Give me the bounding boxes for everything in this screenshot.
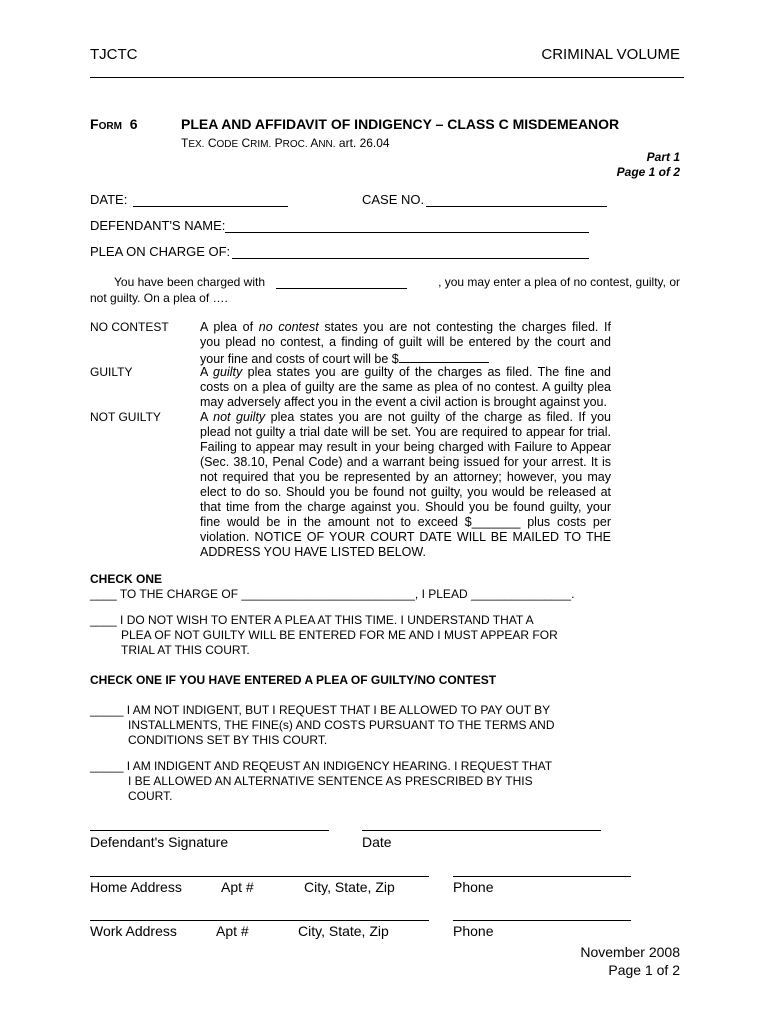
not-guilty-description: A not guilty plea states you are not guilty of the charge as filed. If you plead not guilty a trial date will be set. You are required to appear for trial. Failing to appear may result in your being charged with Failure to Appear (Sec. 38.10, Penal Code) and a warrant being issued for your arrest. It is not required that you be represented by an attorney; however, you may elect to do so. Should you be found not guilty, you would be released at that time from the charge against you. Should you be found guilty, your fine would be in the amount not to exceed $_______ plus costs per violation. NOTICE OF YOUR COURT DATE WILL BE MAILED TO THE ADDRESS YOU HAVE LISTED BELOW. [200, 410, 612, 559]
check-one-heading: CHECK ONE [90, 572, 163, 586]
defendant-name-field[interactable] [225, 232, 589, 233]
charge-field[interactable] [276, 288, 407, 289]
check-one-option-no-plea[interactable]: ____ I DO NOT WISH TO ENTER A PLEA AT THIS TIME. I UNDERSTAND THAT A PLEA OF NOT GUILTY WILL BE ENTERED FOR ME AND I MUST APPEAR FOR TRIAL AT THIS COURT. [90, 613, 558, 657]
case-no-field[interactable] [426, 206, 607, 207]
check-indigent-option[interactable]: _____ I AM INDIGENT AND REQEUST AN INDIGENCY HEARING. I REQUEST THAT I BE ALLOWED AN ALTERNATIVE SENTENCE AS PRESCRIBED BY THIS COURT. [90, 759, 553, 803]
work-city-label: City, State, Zip [298, 923, 389, 939]
guilty-label: GUILTY [90, 365, 133, 379]
part-label: Part 1 [646, 150, 680, 164]
work-phone-label: Phone [453, 923, 494, 939]
case-no-label: CASE NO. [362, 192, 425, 207]
form-number: FORM 6 [90, 116, 138, 132]
signature-date-label: Date [362, 834, 392, 850]
date-field[interactable] [133, 206, 288, 207]
work-address-line[interactable] [90, 920, 429, 921]
home-phone-line[interactable] [453, 876, 631, 877]
home-phone-label: Phone [453, 879, 494, 895]
no-contest-label: NO CONTEST [90, 320, 169, 334]
footer-date: November 2008 [580, 944, 680, 960]
intro-text-2: , you may enter a plea of no contest, guilty, or [438, 275, 680, 289]
footer-page: Page 1 of 2 [608, 962, 680, 978]
date-label: DATE: [90, 192, 128, 207]
no-contest-description: A plea of no contest states you are not contesting the charges filed. If you plead no contest, a finding of guilt will be entered by the court and your fine and costs of court will be $ [200, 320, 612, 366]
page-label: Page 1 of 2 [616, 165, 680, 179]
form-citation: TEX. CODE CRIM. PROC. ANN. art. 26.04 [181, 136, 390, 150]
home-address-line[interactable] [90, 876, 429, 877]
header-rule [90, 77, 684, 78]
work-phone-line[interactable] [453, 920, 631, 921]
check-not-indigent-option[interactable]: _____ I AM NOT INDIGENT, BUT I REQUEST THAT I BE ALLOWED TO PAY OUT BY INSTALLMENTS, THE FINE(s) AND COSTS PURSUANT TO THE TERMS AND CONDITIONS SET BY THIS COURT. [90, 703, 555, 747]
check-one-option-plea[interactable]: ____ TO THE CHARGE OF __________________________, I PLEAD _______________. [90, 587, 575, 601]
defendant-signature-line[interactable] [90, 830, 329, 831]
header-left: TJCTC [90, 46, 138, 63]
plea-on-charge-field[interactable] [232, 258, 589, 259]
home-address-label: Home Address [90, 879, 182, 895]
plea-on-charge-label: PLEA ON CHARGE OF: [90, 244, 231, 259]
defendant-signature-label: Defendant's Signature [90, 834, 229, 850]
signature-date-line[interactable] [362, 830, 601, 831]
home-apt-label: Apt # [221, 879, 254, 895]
guilty-description: A guilty plea states you are guilty of the charges as filed. The fine and costs on a plea of guilty are the same as plea of no contest. A guilty plea may adversely affect you in the event a civil action is brought against you. [200, 365, 611, 409]
fine-amount-field[interactable] [399, 350, 489, 363]
header-right: CRIMINAL VOLUME [541, 46, 680, 63]
defendant-name-label: DEFENDANT'S NAME: [90, 218, 226, 233]
check-one-guilty-heading: CHECK ONE IF YOU HAVE ENTERED A PLEA OF GUILTY/NO CONTEST [90, 673, 497, 687]
not-guilty-label: NOT GUILTY [90, 410, 161, 424]
work-address-label: Work Address [90, 923, 177, 939]
work-apt-label: Apt # [216, 923, 249, 939]
form-title: PLEA AND AFFIDAVIT OF INDIGENCY – CLASS C MISDEMEANOR [181, 116, 620, 132]
home-city-label: City, State, Zip [304, 879, 395, 895]
intro-text-3: not guilty. On a plea of …. [90, 291, 228, 305]
intro-text-1: You have been charged with [114, 275, 266, 289]
